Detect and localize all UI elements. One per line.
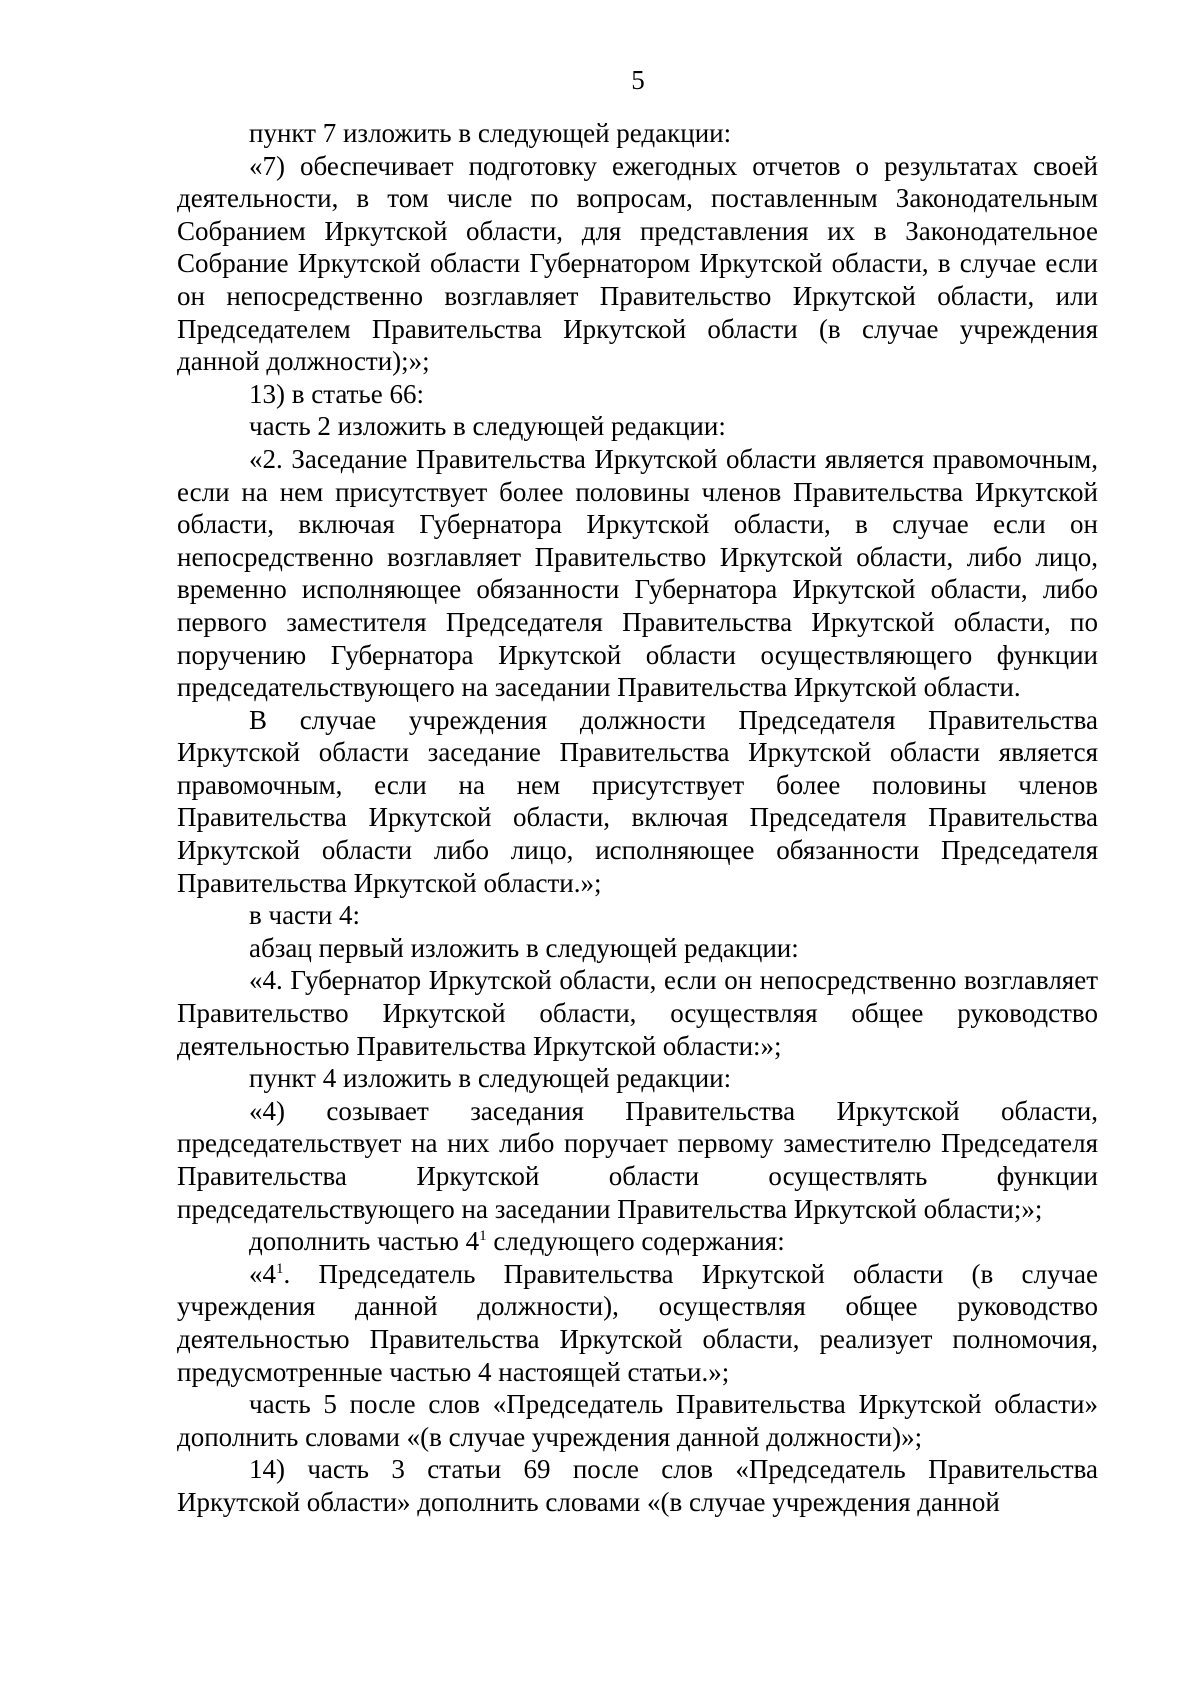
paragraph: часть 5 после слов «Председатель Правительства Иркутской области» дополнить словами «(в случае учреждения данной должности)»;: [177, 1389, 1098, 1452]
paragraph: В случае учреждения должности Председателя Правительства Иркутской области заседание Правительства Иркутской области является правомочным, если на нем присутствует более половины членов Правительства Иркутской области, включая Председателя Правительства Иркутской области либо лицо, исполняющее обязанности Председателя Правительства Иркутской области.»;: [177, 704, 1098, 898]
paragraph: часть 2 изложить в следующей редакции:: [249, 411, 726, 442]
paragraph: «2. Заседание Правительства Иркутской области является правомочным, если на нем присутствует более половины членов Правительства Иркутской области, включая Губернатора Иркутской области, в случае если он непосредственно возглавляет Правительство Иркутской области, либо лицо, временно исполняющее обязанности Губернатора Иркутской области, либо первого заместителя Председателя Правительства Иркутской области, по поручению Губернатора Иркутской области осуществляющего функции председательствующего на заседании Правительства Иркутской области.: [177, 443, 1098, 703]
paragraph: 13) в статье 66:: [249, 378, 424, 409]
paragraph: абзац первый изложить в следующей редакции:: [249, 932, 799, 963]
paragraph: «7) обеспечивает подготовку ежегодных отчетов о результатах своей деятельности, в том числе по вопросам, поставленным Законодательным Собранием Иркутской области, для представления их в Законодательное Собрание Иркутской области Губернатором Иркутской области, в случае если он непосредственно возглавляет Правительство Иркутской области, или Председателем Правительства Иркутской области (в случае учреждения данной должности);»;: [177, 150, 1098, 377]
page-number: 5: [631, 65, 645, 95]
superscript: 1: [276, 1260, 284, 1277]
paragraph-text: «4: [249, 1258, 276, 1289]
paragraph: пункт 4 изложить в следующей редакции:: [249, 1063, 732, 1094]
paragraph: пункт 7 изложить в следующей редакции:: [249, 118, 732, 148]
paragraph: [177, 1258, 1098, 1388]
paragraph-text: . Председатель Правительства Иркутской области (в случае учреждения данной должности), осуществляя общее руководство деятельностью Правительства Иркутской области, реализует полномочия, предусмотренные частью 4 настоящей статьи.»;: [177, 1258, 1098, 1387]
paragraph-text: дополнить частью 4: [249, 1226, 480, 1257]
paragraph: в части 4:: [249, 900, 361, 931]
paragraph: «4. Губернатор Иркутской области, если он непосредственно возглавляет Правительство Иркутской области, осуществляя общее руководство деятельностью Правительства Иркутской области:»;: [177, 965, 1098, 1061]
paragraph: 14) часть 3 статьи 69 после слов «Председатель Правительства Иркутской области» дополнить словами «(в случае учреждения данной: [177, 1454, 1098, 1517]
paragraph: [177, 1225, 1098, 1258]
paragraph-text: следующего содержания:: [486, 1226, 785, 1257]
document-body: [177, 117, 1098, 1519]
paragraph: «4) созывает заседания Правительства Иркутской области, председательствует на них либо поручает первому заместителю Председателя Правительства Иркутской области осуществлять функции председательствующего на заседании Правительства Иркутской области;»;: [177, 1095, 1098, 1224]
superscript: 1: [479, 1228, 487, 1245]
